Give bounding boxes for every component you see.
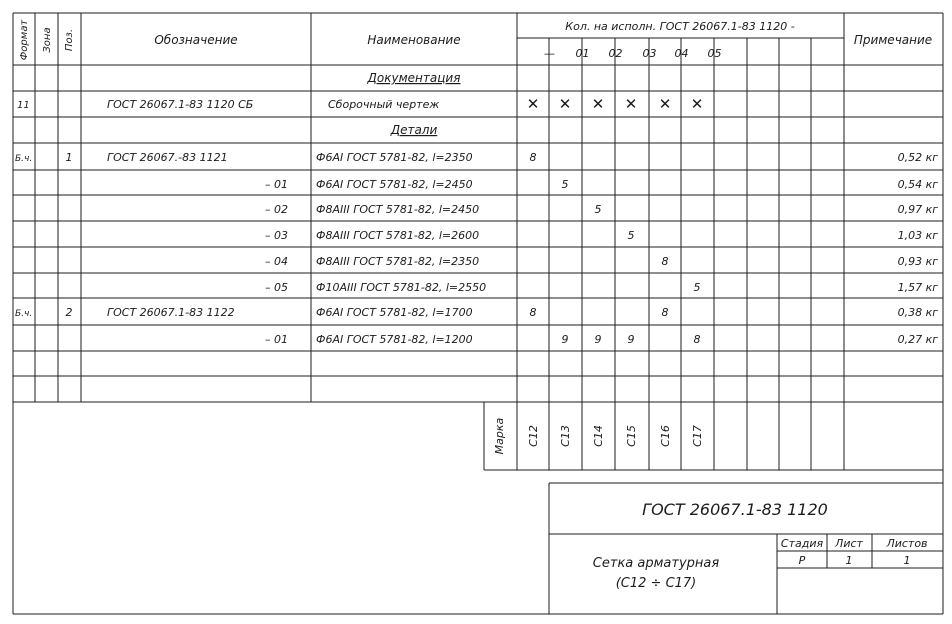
header-variant-4: 04 (674, 47, 689, 60)
header-designation: Обозначение (154, 33, 238, 47)
title-name-line1: Сетка арматурная (592, 556, 720, 571)
detail-name: Ф6АI ГОСТ 5781-82, l=2450 (316, 178, 473, 191)
header-name: Наименование (367, 33, 461, 47)
header-format: Формат (19, 19, 30, 61)
title-stage-label: Стадия (780, 537, 824, 550)
detail-designation: – 02 (265, 203, 288, 216)
detail-format: Б.ч. (15, 154, 33, 164)
doc-row-mark-0: ✕ (526, 95, 540, 113)
detail-name: Ф8АIII ГОСТ 5781-82, l=2450 (316, 203, 480, 216)
detail-designation: – 01 (265, 178, 288, 191)
doc-row-mark-5: ✕ (690, 95, 704, 113)
detail-note: 0,93 кг (897, 255, 938, 268)
section-documentation: Документация (367, 71, 461, 85)
detail-qty: 5 (693, 281, 701, 294)
detail-qty: 8 (661, 255, 669, 268)
mark-value-1: С13 (559, 425, 572, 447)
detail-qty: 8 (693, 333, 701, 346)
detail-name: Ф6АI ГОСТ 5781-82, l=2350 (316, 151, 473, 164)
doc-row-mark-4: ✕ (658, 95, 672, 113)
header-qty-title: Кол. на исполн. ГОСТ 26067.1-83 1120 - (565, 20, 795, 33)
detail-name: Ф8АIII ГОСТ 5781-82, l=2600 (316, 229, 480, 242)
detail-qty: 5 (627, 229, 635, 242)
detail-name: Ф10АIII ГОСТ 5781-82, l=2550 (316, 281, 487, 294)
detail-qty: 5 (561, 178, 569, 191)
mark-value-5: С17 (691, 425, 704, 447)
header-note: Примечание (853, 33, 933, 47)
title-doc-number: ГОСТ 26067.1-83 1120 (642, 500, 828, 519)
detail-qty: 8 (529, 306, 537, 319)
detail-qty: 9 (561, 333, 569, 346)
detail-designation: ГОСТ 26067.-83 1121 (107, 151, 228, 164)
detail-designation: – 04 (265, 255, 288, 268)
detail-name: Ф6АI ГОСТ 5781-82, l=1700 (316, 306, 473, 319)
header-variant-1: 01 (575, 47, 590, 60)
detail-format: Б.ч. (15, 309, 33, 319)
section-details: Детали (390, 123, 438, 137)
detail-designation: – 05 (265, 281, 288, 294)
mark-value-0: С12 (527, 425, 540, 447)
detail-qty: 8 (661, 306, 669, 319)
detail-name: Ф6АI ГОСТ 5781-82, l=1200 (316, 333, 473, 346)
header-variant-5: 05 (707, 47, 722, 60)
mark-value-3: С15 (625, 425, 638, 447)
header-zone: Зона (42, 27, 53, 53)
detail-pos: 1 (65, 151, 73, 164)
title-name-line2: (С12 ÷ С17) (615, 576, 697, 591)
marks-label: Марка (493, 417, 506, 455)
table-texts (15, 19, 938, 591)
detail-note: 0,97 кг (897, 203, 938, 216)
header-variant-3: 03 (642, 47, 657, 60)
title-sheet: 1 (845, 554, 853, 567)
detail-note: 0,52 кг (897, 151, 938, 164)
title-sheets-label: Листов (886, 537, 928, 550)
header-pos: Поз. (64, 28, 75, 52)
detail-qty: 8 (529, 151, 537, 164)
title-sheet-label: Лист (835, 537, 863, 550)
header-variant-0: — (544, 47, 555, 60)
detail-note: 0,38 кг (897, 306, 938, 319)
detail-note: 1,03 кг (897, 229, 938, 242)
detail-designation: – 01 (265, 333, 288, 346)
detail-note: 0,27 кг (897, 333, 938, 346)
doc-row-name: Сборочный чертеж (328, 98, 440, 111)
doc-row-mark-2: ✕ (591, 95, 605, 113)
doc-row-format: 11 (17, 100, 30, 111)
detail-name: Ф8АIII ГОСТ 5781-82, l=2350 (316, 255, 480, 268)
mark-value-2: С14 (592, 425, 605, 447)
doc-row-designation: ГОСТ 26067.1-83 1120 СБ (107, 98, 254, 111)
detail-qty: 9 (594, 333, 602, 346)
detail-note: 1,57 кг (897, 281, 938, 294)
title-stage: Р (798, 554, 806, 567)
detail-note: 0,54 кг (897, 178, 938, 191)
doc-row-mark-3: ✕ (624, 95, 638, 113)
detail-qty: 5 (594, 203, 602, 216)
mark-value-4: С16 (659, 425, 672, 447)
header-variant-2: 02 (608, 47, 623, 60)
doc-row-mark-1: ✕ (558, 95, 572, 113)
detail-designation: ГОСТ 26067.1-83 1122 (107, 306, 235, 319)
detail-qty: 9 (627, 333, 635, 346)
detail-designation: – 03 (265, 229, 288, 242)
title-sheets: 1 (903, 554, 911, 567)
detail-pos: 2 (65, 306, 73, 319)
